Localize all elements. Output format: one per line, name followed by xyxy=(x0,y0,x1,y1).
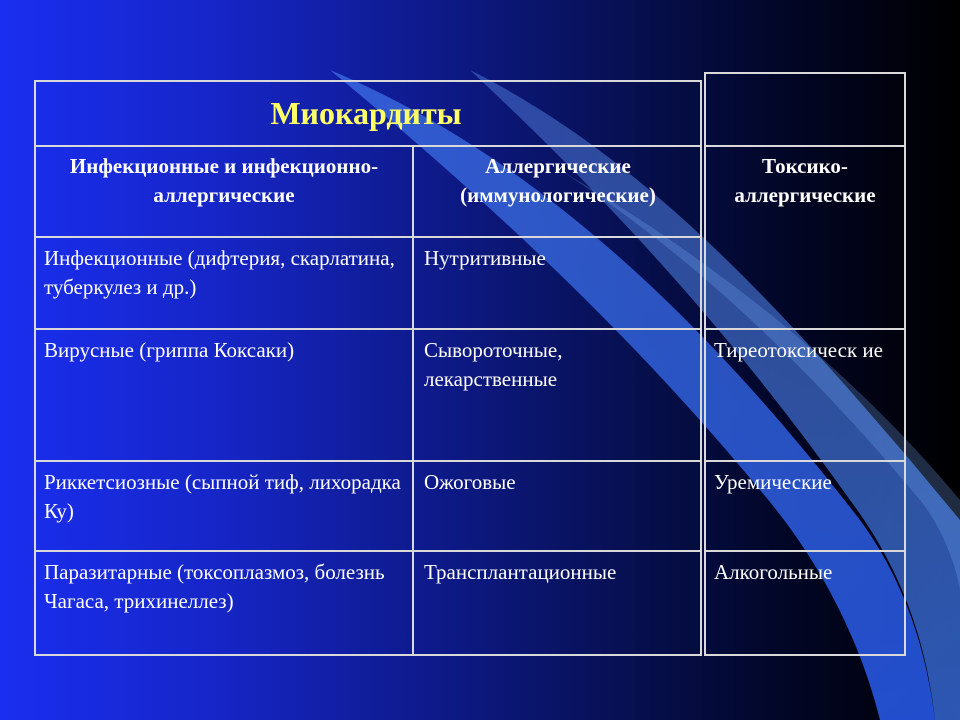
cell-row3-col3: Уремические xyxy=(714,470,832,494)
table-rule xyxy=(34,145,702,147)
cell-row4-col3: Алкогольные xyxy=(714,560,833,584)
header-infectious: Инфекционные и инфекционно-аллергические xyxy=(69,154,379,207)
table-rule xyxy=(34,460,702,462)
table-rule xyxy=(34,550,702,552)
table-column-divider xyxy=(412,145,414,656)
cell-row2-col3: Тиреотоксическ ие xyxy=(714,338,883,362)
cell-row2-col1: Вирусные (гриппа Коксаки) xyxy=(44,338,295,362)
cell-row3-col2: Ожоговые xyxy=(424,470,516,494)
table-rule xyxy=(704,550,906,552)
cell-row1-col1: Инфекционные (дифтерия, скарлатина, туберкулез и др.) xyxy=(44,246,395,299)
cell-row4-col1: Паразитарные (токсоплазмоз, болезнь Чагаса, трихинеллез) xyxy=(44,560,385,613)
table-title: Миокардиты xyxy=(270,94,462,131)
table-rule xyxy=(34,328,702,330)
table-rule xyxy=(34,236,702,238)
table-rule xyxy=(704,328,906,330)
cell-row1-col2: Нутритивные xyxy=(424,246,546,270)
cell-row4-col2: Трансплантационные xyxy=(424,560,617,584)
header-allergic: Аллергические (иммунологические) xyxy=(460,154,656,207)
table-rule xyxy=(704,145,906,147)
cell-row3-col1: Риккетсиозные (сыпной тиф, лихорадка Ку) xyxy=(44,470,401,523)
table-rule xyxy=(704,460,906,462)
cell-row2-col2: Сывороточные, лекарственные xyxy=(424,338,563,391)
header-toxic-allergic: Токсико-аллергические xyxy=(734,154,876,207)
